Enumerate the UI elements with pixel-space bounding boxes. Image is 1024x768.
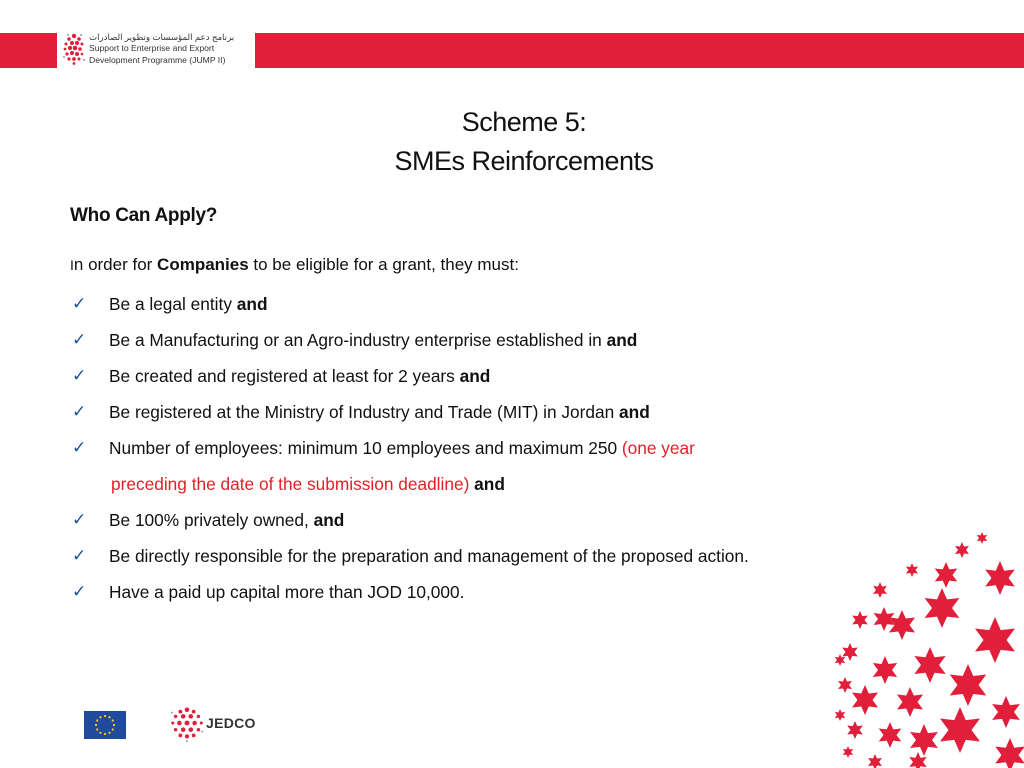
item-and: and [459,366,491,386]
intro-bold: Companies [157,255,249,274]
criteria-item [70,396,930,432]
title-line-1: Scheme 5: [461,107,587,137]
logo-text [89,32,253,66]
item-text: Be a legal entity [109,294,237,314]
item-and: and [236,294,268,314]
jump-logo [57,29,255,70]
criteria-list [70,288,930,612]
intro-text [70,255,519,275]
criteria-text [109,432,695,464]
criteria-item [70,432,930,468]
item-red-text: preceding the date of the submission deadline) [111,474,475,494]
checkmark-icon: ✓ [72,294,87,314]
item-and: and [606,330,638,350]
intro-lead: I [70,257,74,273]
item-text: Be a Manufacturing or an Agro-industry enterprise established in [109,330,607,350]
logo-dots-icon [63,32,85,66]
item-and: and [619,402,650,422]
criteria-item [70,540,930,576]
item-text: Be directly responsible for the preparation and management of the proposed action. [109,546,749,566]
intro-pre: n order for [73,255,158,274]
checkmark-icon: ✓ [72,546,87,566]
criteria-item [70,324,930,360]
checkmark-icon: ✓ [72,582,87,602]
item-text: Be 100% privately owned, [109,510,314,530]
slide-title [0,103,1024,181]
criteria-item [70,576,930,612]
criteria-text [111,468,505,500]
criteria-text [109,324,637,356]
item-and: and [474,474,505,494]
criteria-item [70,360,930,396]
criteria-text [109,288,268,320]
item-text: Be created and registered at least for 2 years [109,366,460,386]
criteria-text [109,396,650,428]
item-text: Number of employees: minimum 10 employees and maximum 250 [109,438,622,458]
checkmark-icon: ✓ [72,438,87,458]
logo-line-1: Support to Enterprise and Export [89,43,215,54]
logo-arabic-text: برنامج دعم المؤسسات وتطوير الصادرات [89,32,235,42]
eu-flag-icon [84,711,126,739]
criteria-item [70,288,930,324]
criteria-text [109,360,490,392]
item-and: and [313,510,345,530]
jedco-label: JEDCO [206,715,256,731]
item-text: Be registered at the Ministry of Industry and Trade (MIT) in Jordan [109,402,620,422]
checkmark-icon: ✓ [72,366,87,386]
criteria-item [70,504,930,540]
jedco-logo-dots-icon [168,705,206,743]
decorative-stars-graphic [820,530,1024,768]
title-line-2: SMEs Reinforcements [394,146,654,176]
criteria-item-continuation [70,468,930,504]
checkmark-icon: ✓ [72,330,87,350]
checkmark-icon: ✓ [72,510,87,530]
checkmark-icon: ✓ [72,402,87,422]
item-text: Have a paid up capital more than JOD 10,000. [109,582,465,602]
section-heading: Who Can Apply? [70,205,218,226]
item-red-text: (one year [621,438,695,458]
logo-line-2: Development Programme (JUMP II) [89,54,226,65]
criteria-text [109,540,749,572]
criteria-text [109,576,464,608]
criteria-text [109,504,344,536]
intro-post: to be eligible for a grant, they must: [248,255,519,274]
